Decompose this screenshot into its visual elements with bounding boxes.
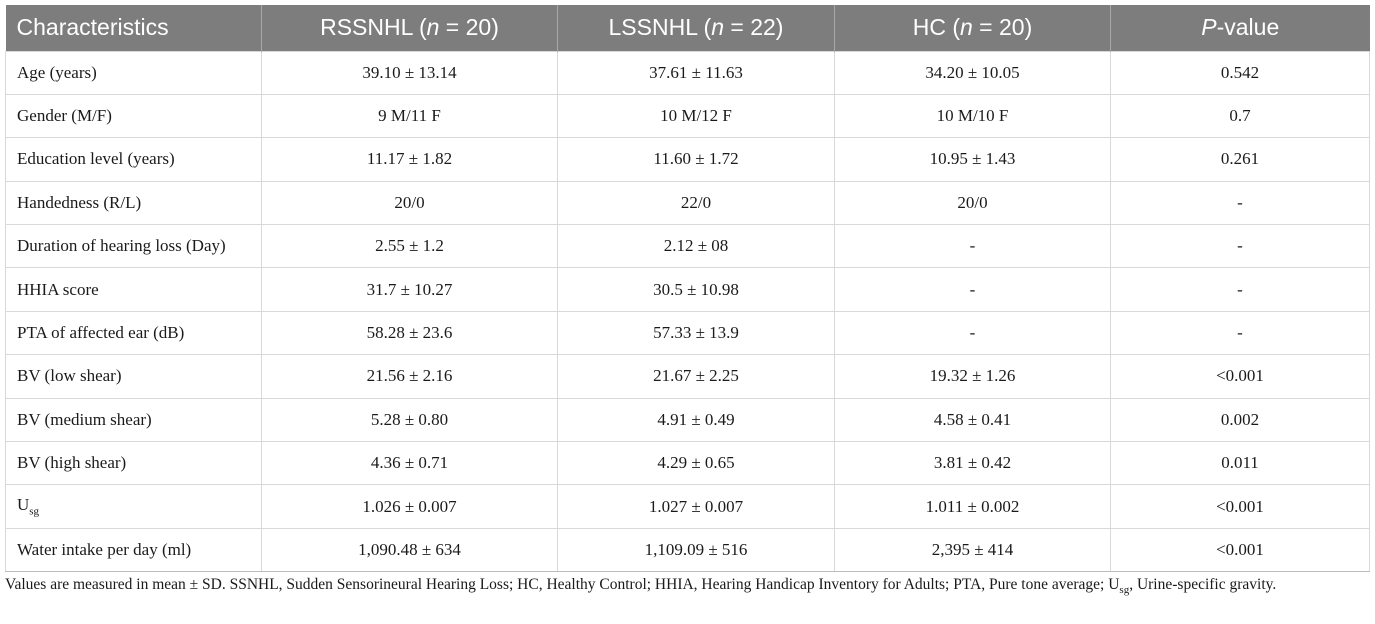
cell-p-value: - [1111, 181, 1370, 224]
table-row [6, 94, 1370, 137]
cell-lssnhl: 1.027 ± 0.007 [558, 485, 835, 528]
cell-lssnhl: 22/0 [558, 181, 835, 224]
row-label: Education level (years) [6, 138, 262, 181]
table-footnote: Values are measured in mean ± SD. SSNHL, Sudden Sensorineural Hearing Loss; HC, Healthy Control; HHIA, Hearing Handicap Inventory for Adults; PTA, Pure tone average; $U_{sg}$, Urine-specific gravity. [5, 576, 1277, 597]
cell-p-value: - [1111, 311, 1370, 354]
cell-lssnhl: 2.12 ± 08 [558, 225, 835, 268]
cell-rssnhl: 4.36 ± 0.71 [262, 442, 558, 485]
row-label: PTA of affected ear (dB) [6, 311, 262, 354]
cell-p-value: 0.7 [1111, 94, 1370, 137]
cell-rssnhl: 39.10 ± 13.14 [262, 51, 558, 94]
header-rssnhl: RSSNHL (n = 20) [262, 5, 558, 51]
cell-rssnhl: 1.026 ± 0.007 [262, 485, 558, 528]
cell-hc: 4.58 ± 0.41 [835, 398, 1111, 441]
cell-lssnhl: 10 M/12 F [558, 94, 835, 137]
cell-hc: 2,395 ± 414 [835, 528, 1111, 571]
cell-p-value: - [1111, 268, 1370, 311]
row-label: HHIA score [6, 268, 262, 311]
cell-rssnhl: 21.56 ± 2.16 [262, 355, 558, 398]
characteristics-table [5, 5, 1370, 572]
row-label: BV (medium shear) [6, 398, 262, 441]
cell-lssnhl: 37.61 ± 11.63 [558, 51, 835, 94]
row-label: Handedness (R/L) [6, 181, 262, 224]
table-body [6, 51, 1370, 572]
table-row [6, 181, 1370, 224]
cell-p-value: 0.011 [1111, 442, 1370, 485]
table-row [6, 311, 1370, 354]
cell-rssnhl: 11.17 ± 1.82 [262, 138, 558, 181]
cell-rssnhl: 58.28 ± 23.6 [262, 311, 558, 354]
cell-p-value: <0.001 [1111, 528, 1370, 571]
table-row [6, 225, 1370, 268]
cell-hc: - [835, 225, 1111, 268]
cell-lssnhl: 11.60 ± 1.72 [558, 138, 835, 181]
cell-rssnhl: 20/0 [262, 181, 558, 224]
cell-p-value: <0.001 [1111, 355, 1370, 398]
cell-hc: 3.81 ± 0.42 [835, 442, 1111, 485]
table-row [6, 442, 1370, 485]
cell-p-value: - [1111, 225, 1370, 268]
table-row [6, 51, 1370, 94]
table-header [6, 5, 1370, 51]
cell-rssnhl: 5.28 ± 0.80 [262, 398, 558, 441]
cell-lssnhl: 30.5 ± 10.98 [558, 268, 835, 311]
header-hc: HC (n = 20) [835, 5, 1111, 51]
row-label: $U_{sg}$ [6, 485, 262, 528]
cell-hc: 34.20 ± 10.05 [835, 51, 1111, 94]
cell-hc: 20/0 [835, 181, 1111, 224]
table-row [6, 138, 1370, 181]
header-characteristics: Characteristics [16, 14, 169, 41]
header-lssnhl: LSSNHL (n = 22) [558, 5, 835, 51]
row-label: Water intake per day (ml) [6, 528, 262, 571]
cell-lssnhl: 4.91 ± 0.49 [558, 398, 835, 441]
table-row [6, 268, 1370, 311]
header-row [6, 5, 1370, 51]
cell-rssnhl: 9 M/11 F [262, 94, 558, 137]
cell-p-value: 0.261 [1111, 138, 1370, 181]
cell-p-value: <0.001 [1111, 485, 1370, 528]
cell-lssnhl: 21.67 ± 2.25 [558, 355, 835, 398]
row-label: Duration of hearing loss (Day) [6, 225, 262, 268]
cell-hc: 19.32 ± 1.26 [835, 355, 1111, 398]
row-label: Age (years) [6, 51, 262, 94]
cell-hc: 1.011 ± 0.002 [835, 485, 1111, 528]
cell-rssnhl: 1,090.48 ± 634 [262, 528, 558, 571]
cell-hc: - [835, 268, 1111, 311]
cell-hc: - [835, 311, 1111, 354]
row-label: Gender (M/F) [6, 94, 262, 137]
table-row [6, 398, 1370, 441]
header-p-value: P-value [1111, 5, 1370, 51]
cell-p-value: 0.002 [1111, 398, 1370, 441]
table-row [6, 528, 1370, 571]
cell-rssnhl: 2.55 ± 1.2 [262, 225, 558, 268]
cell-p-value: 0.542 [1111, 51, 1370, 94]
table-row [6, 485, 1370, 528]
row-label: BV (low shear) [6, 355, 262, 398]
cell-lssnhl: 1,109.09 ± 516 [558, 528, 835, 571]
cell-hc: 10.95 ± 1.43 [835, 138, 1111, 181]
row-label: BV (high shear) [6, 442, 262, 485]
cell-hc: 10 M/10 F [835, 94, 1111, 137]
cell-rssnhl: 31.7 ± 10.27 [262, 268, 558, 311]
table-row [6, 355, 1370, 398]
cell-lssnhl: 4.29 ± 0.65 [558, 442, 835, 485]
cell-lssnhl: 57.33 ± 13.9 [558, 311, 835, 354]
